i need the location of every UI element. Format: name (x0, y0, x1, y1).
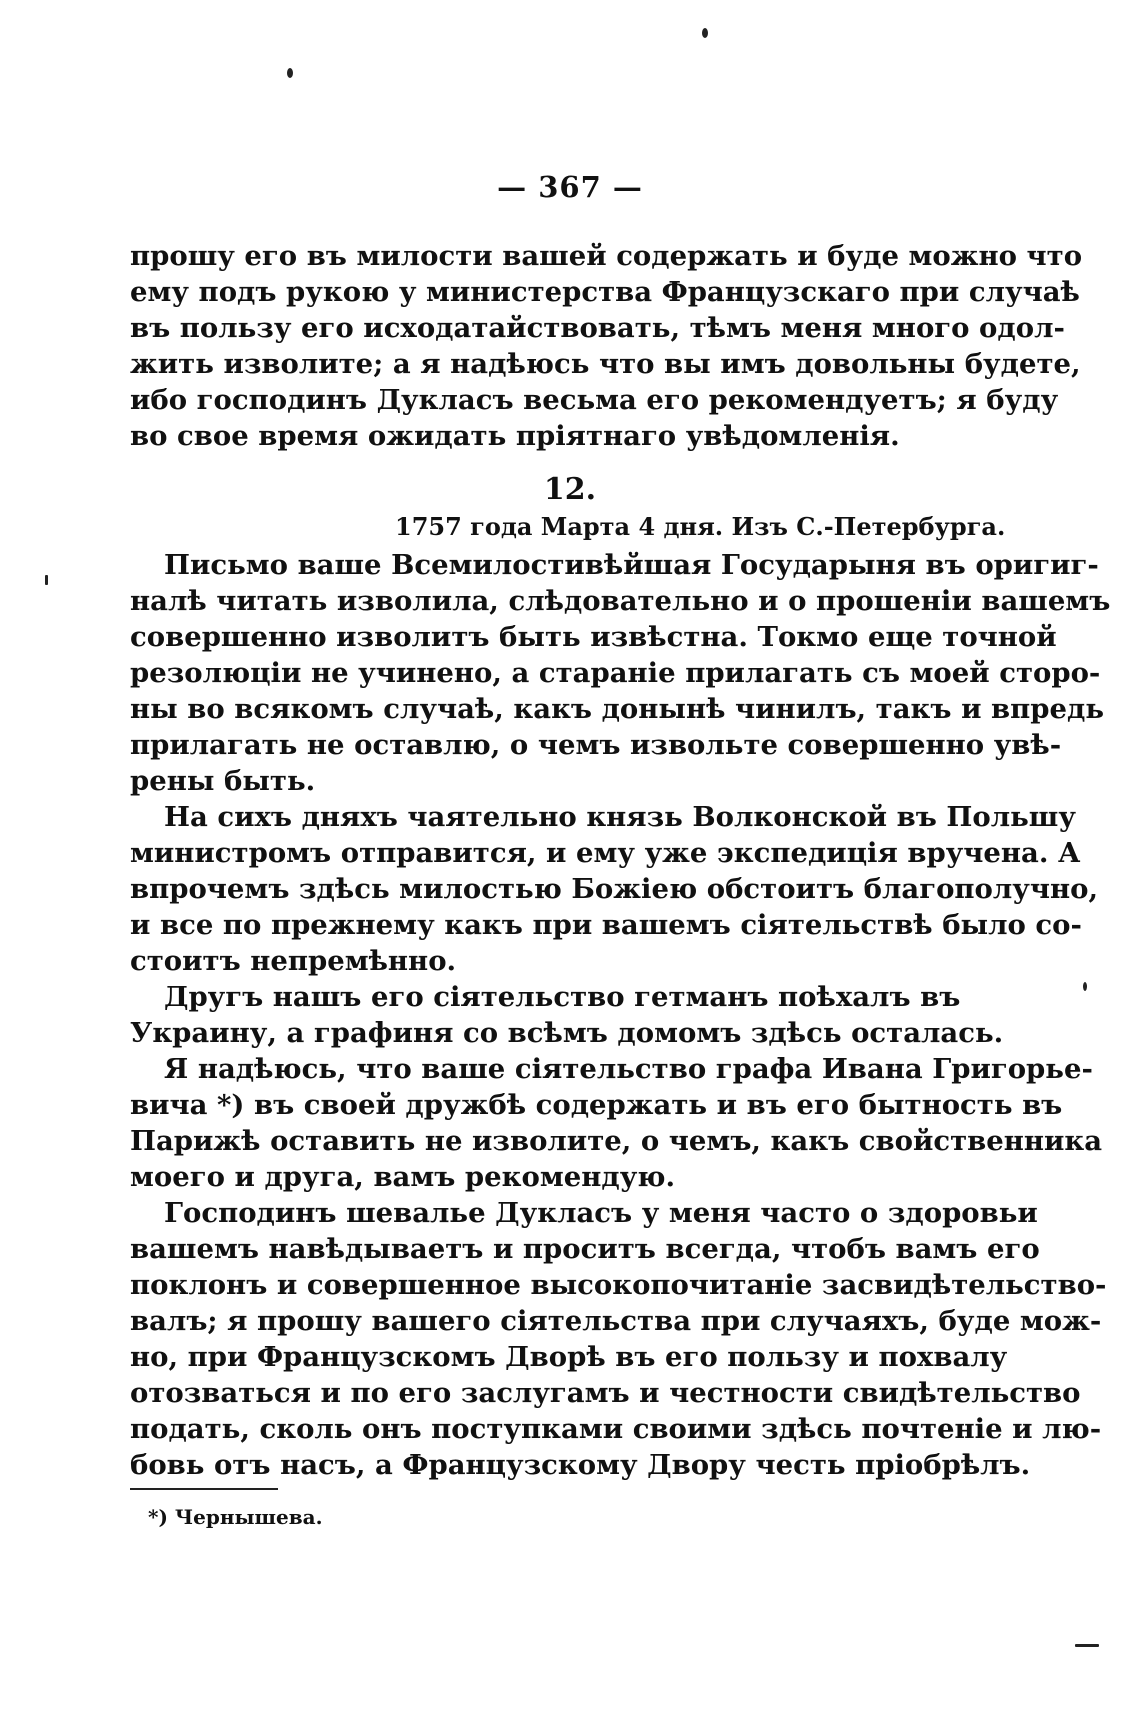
letter-body (130, 547, 1111, 1483)
scan-speck (45, 575, 48, 585)
text-line: подать, сколь онъ поступками своими здѣсь почтеніе и лю- (130, 1413, 1102, 1445)
text-line: впрочемъ здѣсь милостью Божіею обстоитъ благополучно, (130, 873, 1099, 905)
text-line: вича *) въ своей дружбѣ содержать и въ его бытность въ (130, 1089, 1063, 1121)
text-line: и все по прежнему какъ при вашемъ сіятельствѣ было со- (130, 909, 1082, 941)
text-line: ны во всякомъ случаѣ, какъ донынѣ чинилъ, такъ и впредь (130, 693, 1104, 725)
text-line: прилагать не оставлю, о чемъ извольте совершенно увѣ- (130, 729, 1062, 761)
paragraph-3 (130, 979, 1004, 1051)
text-line: моего и друга, вамъ рекомендую. (130, 1161, 676, 1193)
text-line: стоитъ непремѣнно. (130, 945, 457, 977)
text-line: жить изволите; а я надѣюсь что вы имъ довольны будете, (130, 348, 1081, 380)
text-line: ему подъ рукою у министерства Французскаго при случаѣ (130, 276, 1080, 308)
text-line: рены быть. (130, 765, 316, 797)
scan-speck (1075, 1644, 1099, 1647)
paragraph-2 (130, 799, 1099, 979)
text-line: Письмо ваше Всемилостивѣйшая Государыня въ оригиг- (164, 549, 1099, 581)
text-line: вашемъ навѣдываетъ и проситъ всегда, чтобъ вамъ его (130, 1233, 1040, 1265)
text-line: министромъ отправится, и ему уже экспедиція вручена. А (130, 837, 1081, 869)
page-number: — 367 — (497, 170, 643, 204)
text-line: Другъ нашъ его сіятельство гетманъ поѣхалъ въ (164, 981, 961, 1013)
text-line: Я надѣюсь, что ваше сіятельство графа Ивана Григорье- (164, 1053, 1093, 1085)
letter-dateline: 1757 года Марта 4 дня. Изъ С.-Петербурга. (395, 512, 1006, 541)
text-line: бовь отъ насъ, а Французскому Двору честь пріобрѣлъ. (130, 1449, 1031, 1481)
scan-speck (702, 28, 708, 38)
text-line: отозваться и по его заслугамъ и честности свидѣтельство (130, 1377, 1081, 1409)
intro-paragraph (130, 238, 1083, 454)
scan-speck (1083, 982, 1087, 991)
text-line: совершенно изволитъ быть извѣстна. Токмо еще точной (130, 621, 1057, 653)
text-line: въ пользу его исходатайствовать, тѣмъ меня много одол- (130, 312, 1065, 344)
paragraph-4 (130, 1051, 1103, 1195)
text-line: поклонъ и совершенное высокопочитаніе засвидѣтельство- (130, 1269, 1107, 1301)
text-line: налѣ читать изволила, слѣдовательно и о прошеніи вашемъ (130, 585, 1111, 617)
section-number: 12. (543, 472, 597, 507)
text-line: прошу его въ милости вашей содержать и буде можно что (130, 240, 1083, 272)
paragraph-5 (130, 1195, 1107, 1483)
footnote: *) Чернышева. (148, 1505, 323, 1529)
text-line: во свое время ожидать пріятнаго увѣдомленія. (130, 420, 900, 452)
paragraph-1 (130, 547, 1111, 799)
text-line: Господинъ шевалье Дукласъ у меня часто о здоровьи (164, 1197, 1038, 1229)
text-line: валъ; я прошу вашего сіятельства при случаяхъ, буде мож- (130, 1305, 1102, 1337)
scan-speck (287, 68, 293, 78)
text-line: Украину, а графиня со всѣмъ домомъ здѣсь осталась. (130, 1017, 1004, 1049)
text-line: Парижѣ оставить не изволите, о чемъ, какъ свойственника (130, 1125, 1103, 1157)
text-line: На сихъ дняхъ чаятельно князь Волконской въ Польшу (164, 801, 1076, 833)
text-line: но, при Французскомъ Дворѣ въ его пользу и похвалу (130, 1341, 1008, 1373)
footnote-divider (130, 1488, 278, 1490)
text-line: ибо господинъ Дукласъ весьма его рекомендуетъ; я буду (130, 384, 1059, 416)
text-line: резолюціи не учинено, а стараніе прилагать съ моей сторо- (130, 657, 1101, 689)
